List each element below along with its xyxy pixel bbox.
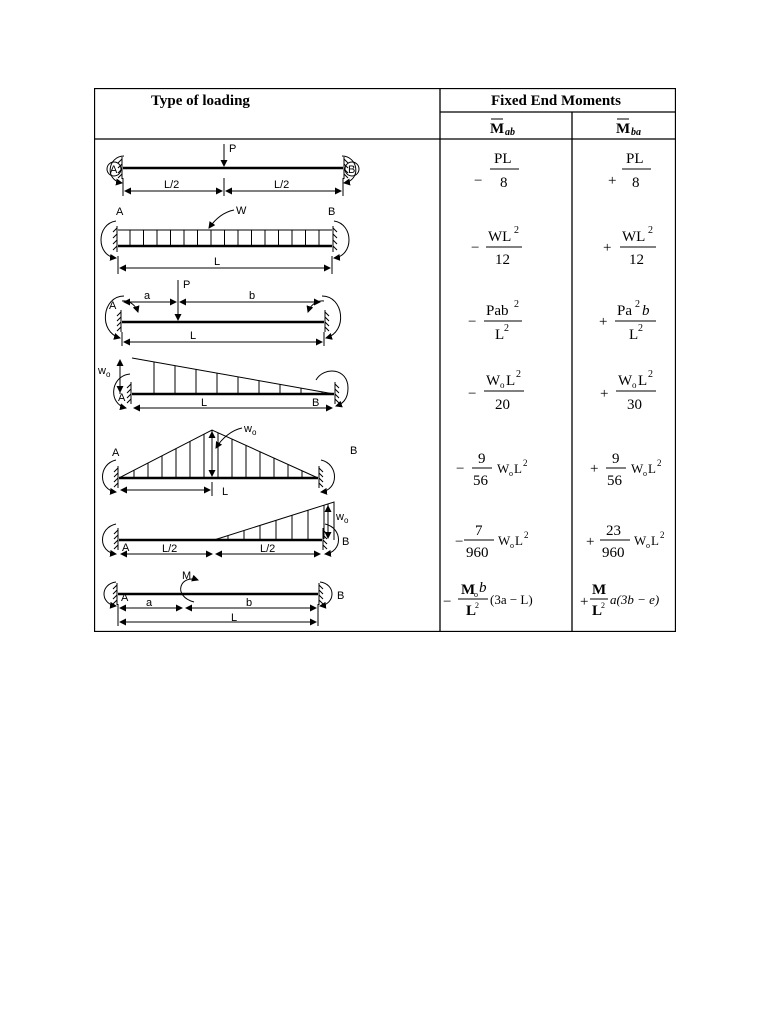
svg-text:−: −: [468, 386, 477, 402]
svg-text:9: 9: [612, 451, 620, 467]
svg-text:−: −: [468, 314, 477, 330]
row-2-mab: [471, 225, 522, 268]
uniform-load-lines: [130, 230, 319, 245]
svg-text:12: 12: [629, 252, 644, 268]
svg-text:+: +: [603, 240, 612, 256]
fixed-support-icon: [127, 382, 131, 404]
fixed-support-icon: [113, 583, 117, 605]
support-label-a: A: [110, 164, 118, 176]
moment-arrow-icon: [321, 460, 335, 492]
col-mba-symbol: M: [616, 121, 631, 137]
svg-text:+: +: [600, 386, 609, 402]
svg-text:L: L: [648, 461, 656, 476]
support-label-b: B: [342, 536, 350, 548]
dimension-label: b: [246, 597, 253, 609]
moment-arrow-icon: [103, 524, 117, 554]
svg-text:L: L: [651, 533, 659, 548]
svg-text:o: o: [474, 590, 478, 599]
svg-text:9: 9: [478, 451, 486, 467]
support-label-a: A: [116, 206, 124, 218]
row-5-mab: [456, 451, 528, 489]
load-label: w: [336, 511, 344, 523]
fixed-support-icon: [117, 310, 121, 332]
support-label-a: A: [118, 392, 126, 404]
row-1-mab: [474, 151, 519, 191]
row-6-diagram: [103, 502, 350, 555]
svg-text:2: 2: [514, 225, 519, 236]
row-1-mba: [608, 151, 651, 191]
svg-text:L: L: [638, 373, 648, 389]
dimension-label: L: [201, 397, 208, 409]
moment-arrow-icon: [316, 371, 348, 406]
dimension-label: L/2: [164, 179, 180, 191]
triangular-load-lines: [134, 433, 302, 477]
support-label-b: B: [337, 590, 345, 602]
support-label-b: B: [348, 164, 356, 176]
row-7-diagram: [104, 570, 344, 626]
row-7-mab: [443, 580, 533, 619]
fixed-end-moments-table: [94, 88, 676, 632]
dimension-label: L/2: [260, 543, 276, 555]
svg-text:+: +: [599, 314, 608, 330]
dimension-label: a: [146, 597, 153, 609]
moment-arrow-icon: [101, 221, 116, 258]
svg-text:30: 30: [627, 397, 642, 413]
row-6-mab: [455, 523, 529, 561]
support-label-b: B: [350, 445, 358, 457]
fixed-support-icon: [325, 310, 329, 332]
svg-text:−: −: [471, 240, 480, 256]
svg-text:−: −: [455, 534, 464, 550]
row-4-diagram: [97, 358, 348, 409]
svg-text:o: o: [344, 516, 349, 525]
svg-text:−: −: [443, 594, 452, 610]
svg-text:PL: PL: [626, 151, 644, 167]
moment-arrow-icon: [334, 221, 349, 258]
row-6-mba: [586, 523, 665, 561]
moment-arrow-icon: [308, 301, 324, 312]
svg-text:−: −: [474, 173, 483, 189]
col-mba-subscript: ba: [631, 127, 641, 138]
svg-text:W: W: [634, 533, 647, 548]
support-label-a: A: [109, 300, 117, 312]
svg-text:−: −: [456, 461, 465, 477]
svg-text:o: o: [632, 380, 637, 390]
load-label: w: [98, 365, 106, 377]
svg-text:2: 2: [648, 369, 653, 380]
load-label: w: [244, 423, 252, 435]
svg-text:o: o: [509, 469, 513, 478]
svg-text:W: W: [618, 373, 633, 389]
svg-text:2: 2: [638, 323, 643, 334]
svg-text:L: L: [515, 533, 523, 548]
row-2-diagram: [101, 205, 349, 274]
svg-text:PL: PL: [494, 151, 512, 167]
fixed-support-icon: [333, 226, 337, 252]
svg-text:56: 56: [607, 473, 622, 489]
svg-text:+: +: [608, 173, 617, 189]
svg-text:2: 2: [648, 225, 653, 236]
table-grid: [94, 88, 676, 632]
dimension-label: L: [214, 256, 221, 268]
load-label: M: [182, 570, 192, 582]
svg-text:2: 2: [514, 299, 519, 310]
row-3-mba: [599, 299, 656, 343]
row-7-mba: [580, 582, 659, 619]
dimension-label: a: [144, 290, 151, 302]
svg-text:L: L: [514, 461, 522, 476]
svg-text:Pa: Pa: [617, 303, 632, 319]
svg-text:M: M: [592, 582, 607, 598]
svg-text:2: 2: [475, 601, 479, 610]
svg-text:a(3b − e): a(3b − e): [610, 592, 660, 607]
fixed-support-icon: [113, 226, 117, 252]
svg-text:56: 56: [473, 473, 488, 489]
dimension-label: L: [190, 330, 197, 342]
svg-text:+: +: [586, 534, 595, 550]
svg-text:WL: WL: [622, 229, 646, 245]
support-label-b: B: [312, 397, 320, 409]
load-label: P: [229, 143, 237, 155]
svg-text:L: L: [506, 373, 516, 389]
svg-text:W: W: [498, 533, 511, 548]
svg-text:7: 7: [475, 523, 483, 539]
svg-text:23: 23: [606, 523, 621, 539]
col-mab-heading: [490, 119, 515, 138]
svg-text:2: 2: [601, 601, 605, 610]
svg-text:L: L: [592, 603, 603, 619]
dimension-label: L: [222, 486, 229, 498]
col-mab-symbol: M: [490, 121, 505, 137]
svg-text:12: 12: [495, 252, 510, 268]
svg-text:2: 2: [516, 369, 521, 380]
moment-arrow-icon: [325, 524, 339, 554]
moment-arrow-icon: [103, 460, 117, 492]
type-of-loading-heading: Type of loading: [151, 93, 250, 109]
svg-text:2: 2: [635, 299, 640, 310]
support-label-b: B: [328, 206, 336, 218]
fixed-support-icon: [335, 382, 339, 404]
fixed-end-moments-heading: Fixed End Moments: [491, 93, 622, 109]
svg-text:b: b: [642, 303, 650, 319]
svg-text:o: o: [643, 469, 647, 478]
row-3-mab: [468, 299, 522, 343]
svg-text:L: L: [629, 327, 639, 343]
svg-text:WL: WL: [488, 229, 512, 245]
svg-text:+: +: [590, 461, 599, 477]
support-label-a: A: [121, 592, 129, 604]
dimension-label: b: [249, 290, 256, 302]
row-5-diagram: [103, 423, 358, 498]
svg-text:W: W: [486, 373, 501, 389]
svg-text:2: 2: [524, 530, 529, 540]
svg-text:b: b: [479, 580, 487, 596]
dimension-label: L/2: [162, 543, 178, 555]
load-label: P: [183, 279, 191, 291]
load-label: W: [236, 205, 247, 217]
fixed-support-icon: [319, 466, 323, 488]
col-mab-subscript: ab: [505, 127, 515, 138]
svg-text:8: 8: [632, 175, 640, 191]
svg-text:o: o: [510, 541, 514, 550]
svg-text:2: 2: [504, 323, 509, 334]
load-pointer-arrow: [209, 210, 234, 228]
dimension-label: L: [231, 612, 238, 624]
svg-text:W: W: [497, 461, 510, 476]
svg-text:2: 2: [657, 458, 662, 468]
row-4-mab: [468, 369, 524, 413]
dimension-label: L/2: [274, 179, 290, 191]
fixed-support-icon: [319, 583, 323, 605]
svg-text:2: 2: [523, 458, 528, 468]
row-2-mba: [603, 225, 656, 268]
svg-text:8: 8: [500, 175, 508, 191]
moment-arrow-icon: [122, 301, 138, 312]
svg-text:Pab: Pab: [486, 303, 509, 319]
svg-text:(3a − L): (3a − L): [490, 592, 533, 607]
row-3-diagram: [105, 279, 340, 346]
svg-text:20: 20: [495, 397, 510, 413]
svg-text:960: 960: [466, 545, 489, 561]
svg-text:960: 960: [602, 545, 625, 561]
svg-text:W: W: [631, 461, 644, 476]
fixed-support-icon: [114, 466, 118, 488]
svg-text:+: +: [580, 594, 589, 610]
svg-text:o: o: [252, 428, 257, 437]
row-4-mba: [600, 369, 656, 413]
support-label-a: A: [112, 447, 120, 459]
svg-text:2: 2: [660, 530, 665, 540]
svg-text:o: o: [106, 370, 111, 379]
support-label-a: A: [122, 542, 130, 554]
fixed-support-icon: [114, 528, 118, 550]
svg-text:L: L: [466, 603, 477, 619]
row-1-diagram: [107, 143, 359, 196]
svg-text:L: L: [495, 327, 505, 343]
svg-text:M: M: [461, 582, 476, 598]
svg-text:o: o: [500, 380, 505, 390]
row-5-mba: [590, 451, 662, 489]
col-mba-heading: [616, 119, 641, 138]
svg-text:o: o: [646, 541, 650, 550]
applied-moment-icon: [181, 579, 198, 602]
